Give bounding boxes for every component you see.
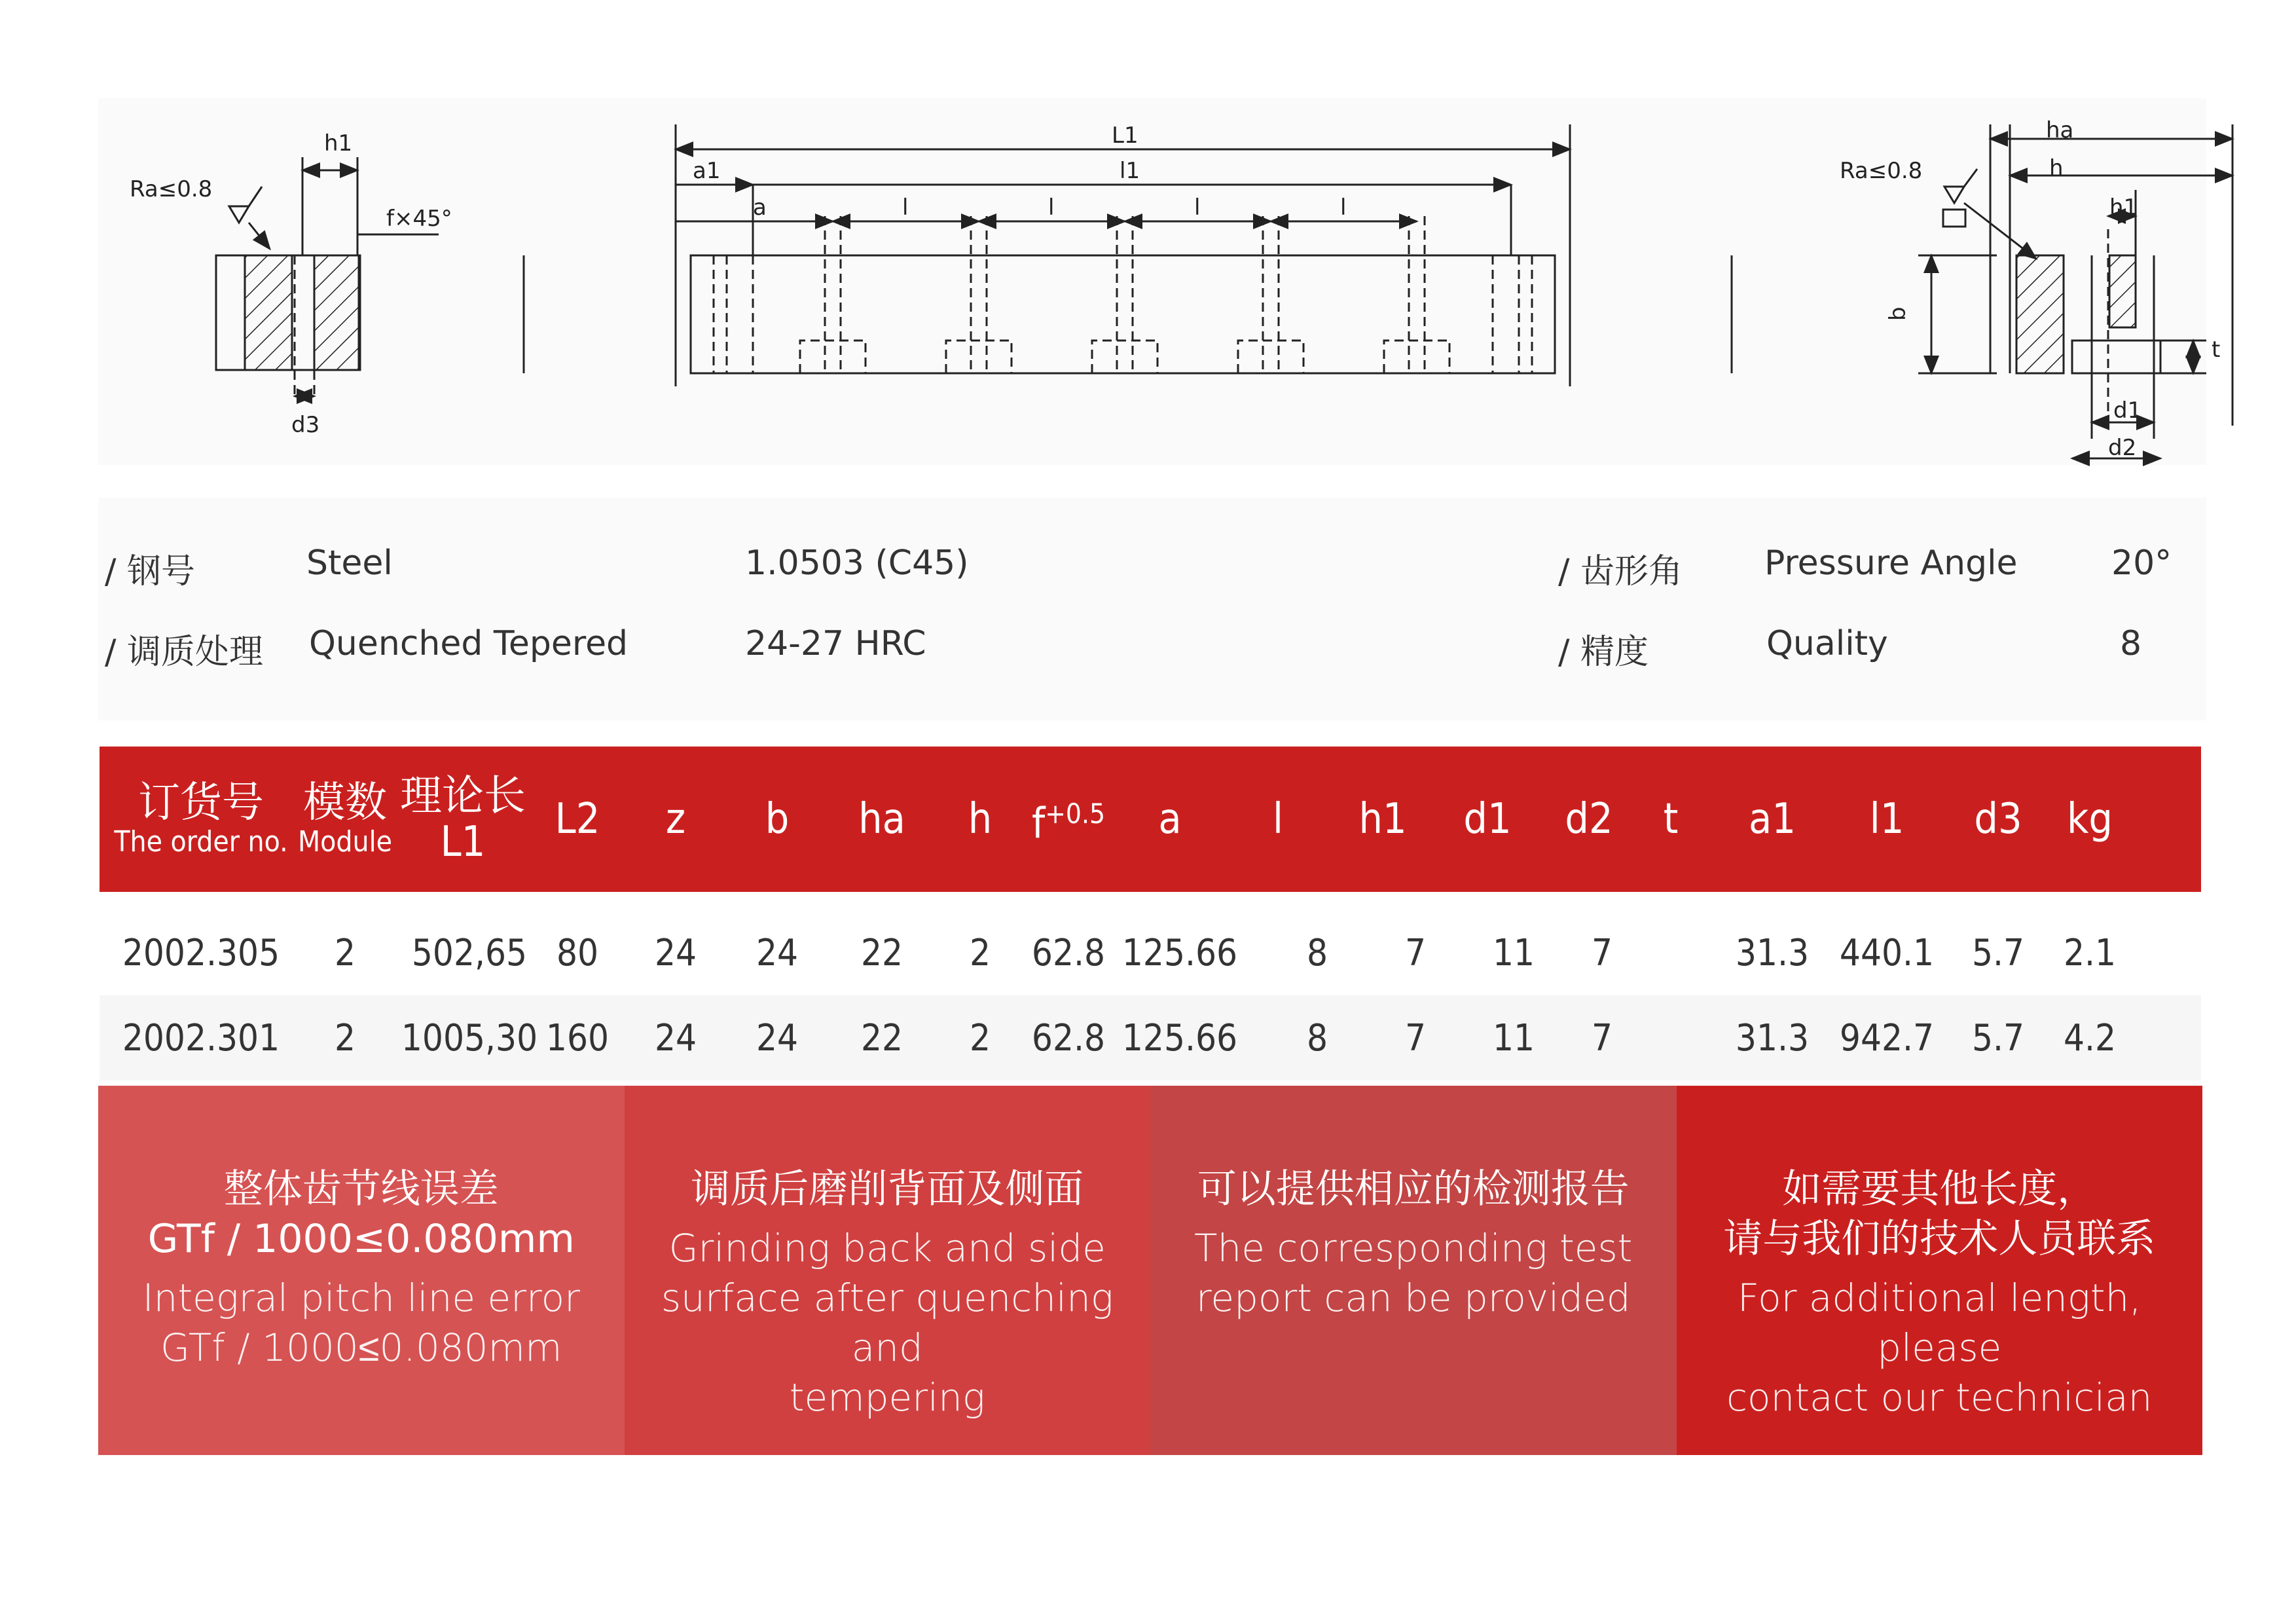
cell-t: 7	[1591, 1016, 1613, 1060]
cell-d2: 11	[1492, 1016, 1535, 1060]
header-spacer	[100, 892, 2201, 910]
heat-en-label: Quenched Tepered	[309, 624, 629, 663]
feature-title: 调质后磨削背面及侧面	[691, 1166, 1084, 1212]
h1-right-label: h1	[2109, 194, 2138, 221]
header-h: h	[968, 795, 993, 843]
feature-text: For additional length, please contact our technician	[1726, 1276, 2153, 1420]
table-header	[100, 747, 2201, 892]
t-label: t	[2212, 337, 2221, 363]
cell-L1: 502,65	[411, 931, 528, 974]
feature-text: The corresponding test report can be provided	[1194, 1226, 1633, 1320]
cell-d1: 7	[1404, 1016, 1427, 1060]
chamfer-label: f×45°	[386, 206, 452, 232]
table-row	[100, 910, 2201, 995]
header-l: l	[1273, 795, 1283, 843]
front-view	[676, 124, 1732, 386]
cell-L2: 160	[545, 1016, 610, 1060]
header-theoretical-length: 理论长 L1	[400, 772, 526, 866]
d2-label: d2	[2108, 435, 2137, 461]
quality-value: 8	[2120, 624, 2142, 663]
cell-kg: 4.2	[2063, 1016, 2117, 1060]
pressure-angle-value: 20°	[2111, 544, 2172, 583]
cell-b: 24	[756, 931, 799, 974]
steel-en-label: Steel	[306, 544, 393, 583]
cell-L2: 80	[556, 931, 599, 974]
material-specs	[98, 498, 2206, 720]
feature-panel-test-report	[1150, 1086, 1677, 1455]
cell-t: 7	[1591, 931, 1613, 974]
cell-d1: 7	[1404, 931, 1427, 974]
l-label-4: l	[1340, 194, 1347, 221]
header-d2: d2	[1565, 795, 1613, 843]
cell-a1: 31.3	[1735, 1016, 1810, 1060]
cell-d3: 5.7	[1971, 931, 2025, 974]
header-order-no: 订货号 The order no.	[114, 779, 288, 858]
header-a: a	[1158, 795, 1182, 843]
feature-title: 可以提供相应的检测报告	[1197, 1166, 1630, 1212]
feature-text: Integral pitch line error GTf / 1000≤0.080mm	[142, 1276, 580, 1370]
feature-title: 如需要其他长度， 请与我们的技术人员联系	[1723, 1166, 2156, 1262]
table-row	[100, 995, 2201, 1080]
d1-label: d1	[2113, 397, 2142, 424]
steel-value: 1.0503 (C45)	[745, 544, 969, 583]
d3-label: d3	[291, 412, 320, 438]
cell-L1: 1005,30	[401, 1016, 538, 1060]
header-d3: d3	[1974, 795, 2022, 843]
l-label-1: l	[902, 194, 909, 221]
header-z: z	[665, 795, 686, 843]
header-ha: ha	[858, 795, 905, 843]
l1-label: l1	[1120, 158, 1140, 184]
cell-d3: 5.7	[1971, 1016, 2025, 1060]
header-l1: l1	[1869, 795, 1904, 843]
quality-cn-label: / 精度	[1558, 633, 1649, 672]
drawing-svg	[98, 98, 2221, 465]
l-label-3: l	[1194, 194, 1201, 221]
h1-left-label: h1	[324, 130, 353, 157]
cell-module: 2	[334, 931, 356, 974]
header-d1: d1	[1463, 795, 1512, 843]
cell-f: 62.8	[1031, 931, 1106, 974]
ha-label: ha	[2046, 117, 2074, 143]
cell-module: 2	[334, 1016, 356, 1060]
cell-h: 2	[969, 931, 991, 974]
cell-a: 125.66	[1121, 1016, 1238, 1060]
cell-z: 24	[654, 1016, 697, 1060]
ra-right-label: Ra≤0.8	[1840, 158, 1923, 184]
cell-z: 24	[654, 931, 697, 974]
right-section-view	[1918, 124, 2232, 458]
header-kg: kg	[2067, 795, 2113, 843]
l-label-2: l	[1048, 194, 1055, 221]
cell-h: 2	[969, 1016, 991, 1060]
L1-label: L1	[1112, 122, 1139, 149]
heat-cn-label: / 调质处理	[105, 633, 264, 672]
feature-panel-pitch-error	[98, 1086, 625, 1455]
feature-text: Grinding back and side surface after quenching and tempering	[661, 1226, 1114, 1420]
cell-l1: 942.7	[1839, 1016, 1935, 1060]
quality-en-label: Quality	[1766, 624, 1888, 663]
cell-ha: 22	[860, 931, 903, 974]
cell-b: 24	[756, 1016, 799, 1060]
cell-a1: 31.3	[1735, 931, 1810, 974]
feature-panels	[98, 1086, 2202, 1455]
header-module: 模数 Module	[298, 779, 392, 858]
cell-f: 62.8	[1031, 1016, 1106, 1060]
header-a1: a1	[1749, 795, 1796, 843]
feature-panel-grinding	[625, 1086, 1151, 1455]
rack-table	[100, 747, 2201, 1080]
cell-h1: 8	[1306, 1016, 1328, 1060]
cell-order-no: 2002.305	[122, 931, 280, 974]
technical-drawings	[98, 98, 2221, 465]
b-label: b	[1885, 306, 1911, 321]
cell-a: 125.66	[1121, 931, 1238, 974]
heat-value: 24-27 HRC	[745, 624, 926, 663]
header-t: t	[1663, 795, 1679, 843]
header-h1: h1	[1358, 795, 1407, 843]
a-label: a	[753, 194, 767, 221]
left-section-view	[216, 157, 524, 399]
cell-ha: 22	[860, 1016, 903, 1060]
cell-l1: 440.1	[1839, 931, 1935, 974]
cell-kg: 2.1	[2063, 931, 2117, 974]
pressure-angle-cn-label: / 齿形角	[1558, 552, 1683, 591]
feature-panel-contact	[1677, 1086, 2203, 1455]
cell-order-no: 2002.301	[122, 1016, 280, 1060]
header-L2: L2	[555, 795, 600, 843]
steel-cn-label: / 钢号	[105, 552, 196, 591]
ra-left-label: Ra≤0.8	[130, 176, 213, 202]
a1-label: a1	[693, 158, 721, 184]
cell-d2: 11	[1492, 931, 1535, 974]
pressure-angle-en-label: Pressure Angle	[1764, 544, 2018, 583]
feature-title: 整体齿节线误差 GTf / 1000≤0.080mm	[147, 1166, 575, 1262]
header-b: b	[765, 795, 790, 843]
cell-h1: 8	[1306, 931, 1328, 974]
header-f: $f^{+0.5}$	[1032, 798, 1105, 849]
h-label: h	[2049, 155, 2064, 181]
